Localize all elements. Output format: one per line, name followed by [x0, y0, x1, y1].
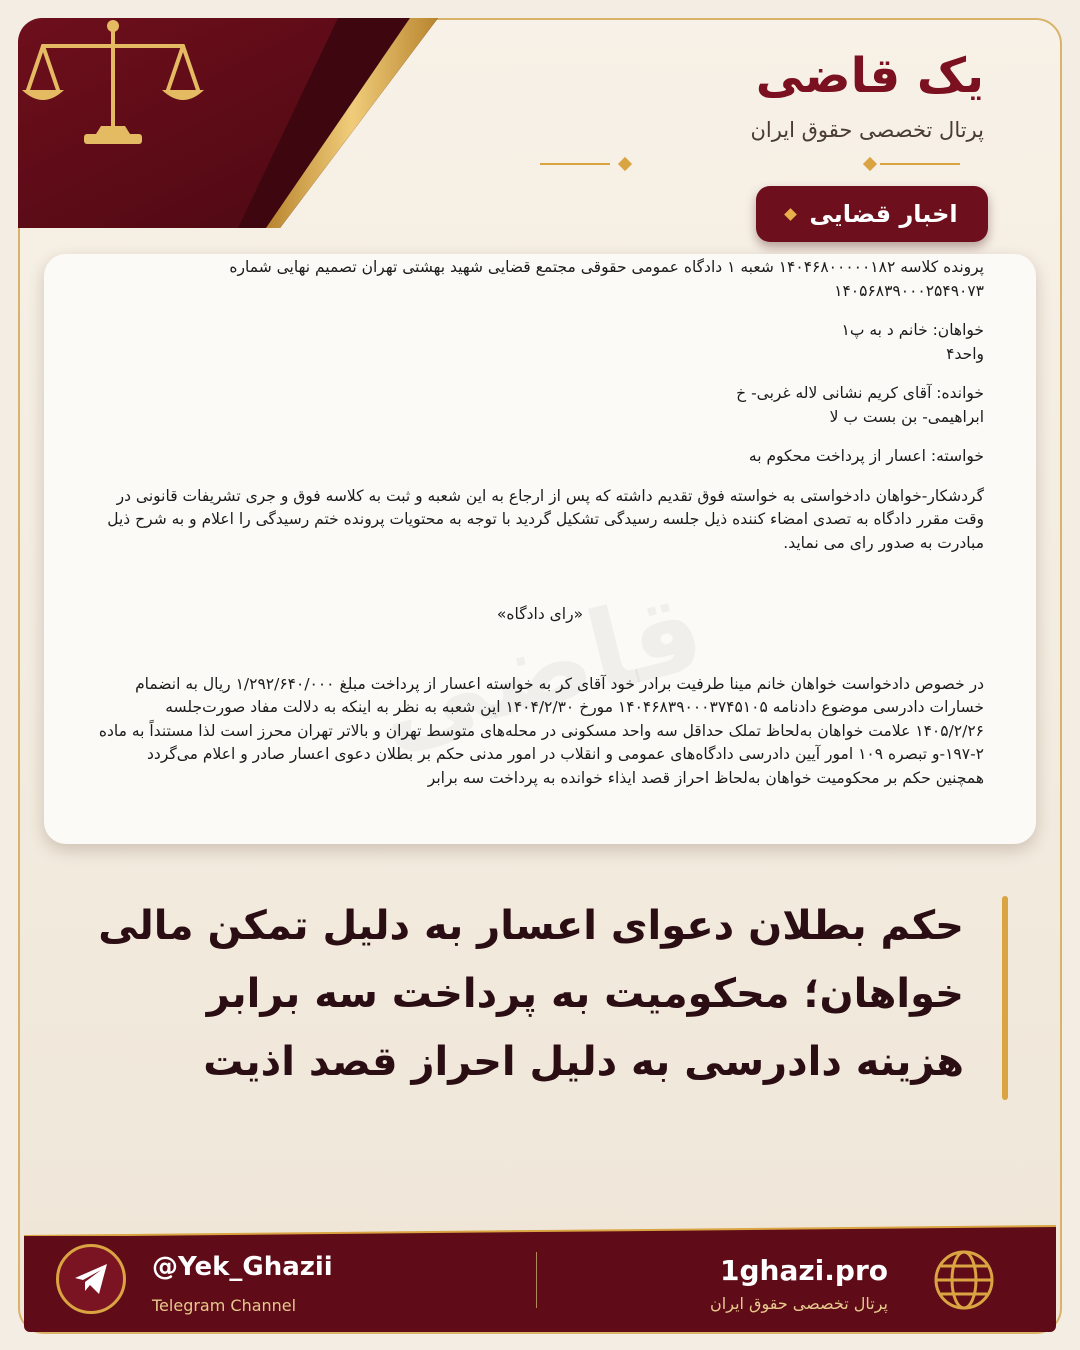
headline-block [100, 892, 1008, 1102]
telegram-icon [71, 1259, 111, 1299]
headline [84, 892, 964, 1096]
telegram-button[interactable] [56, 1244, 126, 1314]
brand-title: یک قاضی [755, 48, 984, 104]
doc-line: خوانده: آقای کریم نشانی لاله غربی- خ [736, 384, 984, 402]
headline-line: حکم بطلان دعوای اعسار به دلیل تمکن مالی [98, 903, 964, 949]
document-text [96, 254, 984, 790]
telegram-description: Telegram Channel [152, 1296, 297, 1315]
telegram-handle[interactable]: @Yek_Ghazii [152, 1252, 333, 1282]
website-subtitle: پرتال تخصصی حقوق ایران [710, 1294, 888, 1313]
headline-line: هزینه دادرسی به دلیل احراز قصد اذیت [203, 1039, 964, 1085]
doc-heading: «رای دادگاه» [496, 605, 584, 623]
headline-accent-bar [1002, 896, 1008, 1100]
footer-bar [24, 1222, 1056, 1332]
website-link[interactable]: 1ghazi.pro [720, 1254, 888, 1287]
footer-divider [536, 1252, 537, 1308]
doc-line: واحد۴ [946, 344, 984, 363]
globe-icon[interactable] [932, 1248, 996, 1312]
doc-line: پرونده کلاسه ۱۴۰۴۶۸۰۰۰۰۰۱۸۲ شعبه ۱ دادگاه عمومی حقوقی مجتمع قضایی شهید بهشتی تهران تصمیم نهایی شماره [229, 258, 984, 276]
doc-line: خواهان: خانم د به پ۱ [841, 321, 984, 339]
doc-line: گردشکار-خواهان دادخواستی به خواسته فوق تقدیم داشته که پس از ارجاع به این شعبه و ثبت به کلاسه فوق و جری تشریفات قانونی در وقت مقرر دادگاه به تصدی امضاء کننده ذیل جلسه رسیدگی تشکیل گردید با توجه به محتویات پرونده ختم رسیدگی را اعلام و به شرح ذیل مبادرت به صدور رای می نماید. [107, 486, 984, 552]
ornament-divider [540, 150, 960, 178]
document-image [44, 254, 1036, 844]
doc-line: خواسته: اعسار از پرداخت محکوم به [748, 447, 984, 465]
brand-subtitle: پرتال تخصصی حقوق ایران [750, 118, 984, 142]
diamond-icon [785, 208, 798, 221]
doc-line: ابراهیمی- بن بست ب لا [829, 407, 984, 426]
doc-line: ۱۴۰۵۶۸۳۹۰۰۰۲۵۴۹۰۷۳ [834, 281, 984, 300]
badge-label: اخبار قضایی [809, 200, 958, 228]
doc-line: در خصوص دادخواست خواهان خانم مینا طرفیت برادر خود آقای کر به خواسته اعسار از پرداخت مبلغ ۱/۲۹۲/۶۴۰/۰۰۰ ریال به انضمام خسارات دادرسی موضوع دادنامه ۱۴۰۴۶۸۳۹۰۰۰۳۷۴۵۱۰۵ مورخ ۱۴۰۴/۲/۳۰ این شعبه به نظر به اینکه به دلالت مفاد صورت‌جلسه ۱۴۰۵/۲/۲۶ علامت خواهان به‌لحاظ تملک حداقل سه واحد مسکونی در محله‌های متوسط تهران و بالاتر تهران محرز است لذا مستنداً به ماده ۲-۱۹۷-و تبصره ۱۰۹ امور آیین دادرسی دادگاه‌های عمومی و انقلاب در امور مدنی حکم بر بطلان دعوی اعسار صادر و اعلام می‌گردد همچنین حکم بر محکومیت خواهان به‌لحاظ احراز قصد ایذاء خوانده به پرداخت سه برابر [98, 674, 984, 787]
headline-line: خواهان؛ محکومیت به پرداخت سه برابر [206, 971, 964, 1017]
news-category-badge[interactable] [756, 186, 988, 242]
header-band [18, 18, 458, 228]
scales-of-justice-icon [18, 18, 208, 148]
